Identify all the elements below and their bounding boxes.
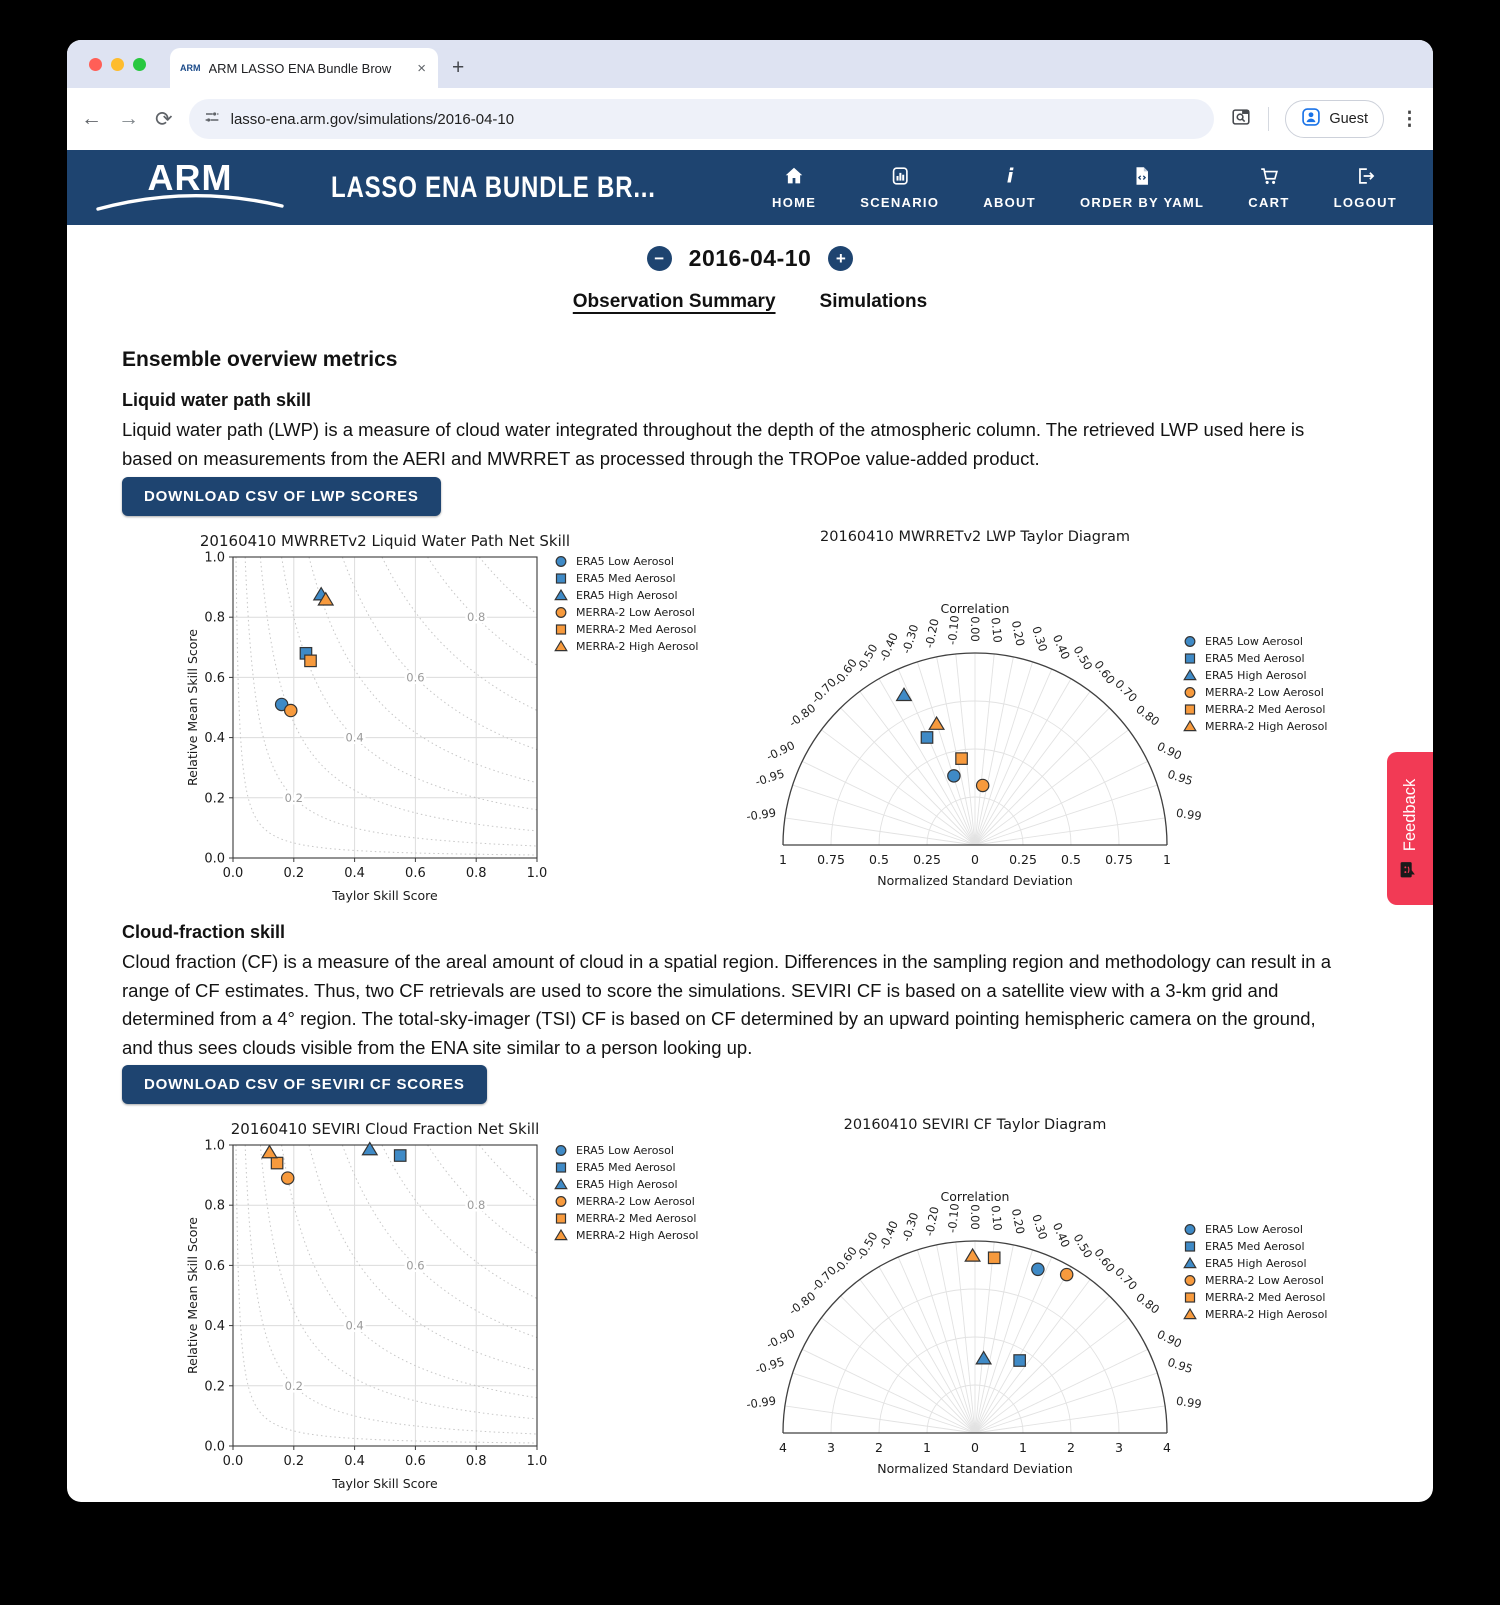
- svg-text:-0.90: -0.90: [764, 1326, 798, 1352]
- circle-marker-icon: [554, 554, 568, 568]
- address-bar[interactable]: [189, 99, 1215, 139]
- nav-items: [772, 165, 1433, 210]
- legend-label: MERRA-2 High Aerosol: [576, 1228, 699, 1242]
- legend-item: [554, 571, 698, 585]
- legend-item: [554, 1228, 698, 1242]
- svg-text:1.0: 1.0: [204, 550, 225, 566]
- svg-text:0.99: 0.99: [1175, 805, 1203, 824]
- svg-text:0.2: 0.2: [283, 1454, 305, 1469]
- legend-item: [554, 605, 698, 619]
- svg-text:0.70: 0.70: [1112, 1264, 1141, 1293]
- legend-item: [1183, 1290, 1327, 1304]
- legend-item: [1183, 1256, 1327, 1270]
- circle-marker-icon: [554, 605, 568, 619]
- svg-text:0.4: 0.4: [204, 731, 225, 747]
- nav-item-home[interactable]: [772, 165, 816, 210]
- cf-taylor-legend: [1183, 1222, 1327, 1321]
- legend-item: [554, 554, 698, 568]
- download-lwp-csv-button[interactable]: DOWNLOAD CSV OF LWP SCORES: [122, 477, 441, 516]
- svg-text:0.95: 0.95: [1165, 766, 1195, 789]
- legend-item: [554, 1194, 698, 1208]
- svg-text:0.4: 0.4: [344, 866, 365, 881]
- svg-text:20160410 MWRRETv2 Liquid Water: 20160410 MWRRETv2 Liquid Water Path Net Skill: [199, 532, 571, 550]
- circle-marker-icon: [1183, 1222, 1197, 1236]
- date-navigation: [67, 245, 1433, 272]
- close-tab-icon[interactable]: ×: [417, 59, 426, 77]
- download-seviri-csv-button[interactable]: DOWNLOAD CSV OF SEVIRI CF SCORES: [122, 1065, 487, 1104]
- svg-text:3: 3: [1115, 1440, 1123, 1455]
- square-marker-icon: [554, 1160, 568, 1174]
- nav-item-label: HOME: [772, 195, 817, 210]
- svg-text:-0.95: -0.95: [753, 766, 787, 789]
- profile-button[interactable]: [1285, 100, 1384, 138]
- toolbar-divider: [1268, 107, 1269, 131]
- svg-text:Relative Mean Skill Score: Relative Mean Skill Score: [185, 629, 200, 786]
- logout-icon: [1354, 165, 1376, 192]
- legend-item: [554, 1177, 698, 1191]
- minimize-window-button[interactable]: [111, 58, 124, 71]
- svg-text:0.0: 0.0: [222, 1454, 244, 1469]
- legend-label: MERRA-2 High Aerosol: [576, 639, 699, 653]
- svg-text:i: i: [1006, 165, 1013, 187]
- svg-text:0.5: 0.5: [869, 852, 889, 867]
- svg-text:1: 1: [779, 852, 787, 867]
- svg-text:0.8: 0.8: [467, 610, 486, 625]
- svg-text:20160410 SEVIRI CF Taylor Diag: 20160410 SEVIRI CF Taylor Diagram: [843, 1117, 1107, 1133]
- svg-text:0.60: 0.60: [1091, 1245, 1118, 1275]
- svg-text:1: 1: [1019, 1440, 1027, 1455]
- svg-text:0.25: 0.25: [1009, 852, 1037, 867]
- svg-text:0.8: 0.8: [465, 1454, 487, 1469]
- legend-item: [554, 1211, 698, 1225]
- arm-logo[interactable]: [95, 156, 285, 213]
- site-navbar: [67, 150, 1433, 225]
- browser-window: [67, 40, 1433, 1502]
- legend-label: ERA5 High Aerosol: [576, 588, 678, 602]
- section-body-cf: Cloud fraction (CF) is a measure of the areal amount of cloud in a spatial region. Differences in the sampling region and methodology can result in a range of CF estimates. Thus, two CF retrievals are used to score the simulations. SEVIRI CF is based on a satellite view with a 3-km grid and determined from a 4° region. The total-sky-imager (TSI) CF is based on CF determined by an upward pointing hemispheric camera on the ground, and thus sees clouds visible from the ENA site similar to a person looking up.: [122, 951, 1331, 1058]
- legend-label: MERRA-2 Low Aerosol: [1205, 1273, 1324, 1287]
- svg-text:Correlation: Correlation: [940, 1189, 1010, 1204]
- svg-text:0.70: 0.70: [1112, 676, 1141, 705]
- new-tab-button[interactable]: +: [452, 56, 465, 79]
- legend-label: ERA5 High Aerosol: [1205, 1256, 1307, 1270]
- back-icon[interactable]: ←: [81, 107, 102, 130]
- legend-item: [554, 1160, 698, 1174]
- svg-text:Taylor Skill Score: Taylor Skill Score: [332, 888, 438, 903]
- svg-text:0.8: 0.8: [204, 610, 225, 626]
- close-window-button[interactable]: [89, 58, 102, 71]
- site-info-icon[interactable]: [203, 108, 221, 131]
- browser-toolbar: [67, 88, 1433, 150]
- svg-text:0.8: 0.8: [204, 1198, 225, 1214]
- nav-item-order-by-yaml[interactable]: [1080, 165, 1204, 210]
- cart-icon: [1258, 165, 1280, 192]
- nav-item-cart[interactable]: [1248, 165, 1289, 210]
- svg-text:-0.10: -0.10: [944, 614, 962, 646]
- svg-text:1.0: 1.0: [526, 866, 548, 881]
- prev-date-button[interactable]: −: [647, 246, 672, 271]
- legend-item: [1183, 702, 1327, 716]
- svg-text:0.4: 0.4: [345, 1318, 364, 1333]
- square-marker-icon: [554, 622, 568, 636]
- nav-item-label: LOGOUT: [1333, 195, 1397, 210]
- browser-menu-icon[interactable]: ⋮: [1400, 108, 1419, 130]
- page-tabs: [67, 291, 1433, 313]
- lwp-taylor-legend: [1183, 634, 1327, 733]
- svg-text:-0.30: -0.30: [899, 622, 922, 656]
- svg-text:0.00: 0.00: [968, 616, 982, 642]
- circle-marker-icon: [1183, 1273, 1197, 1287]
- avatar-icon: [1301, 107, 1321, 131]
- feedback-label: Feedback: [1400, 778, 1419, 851]
- svg-text:0.8: 0.8: [467, 1198, 486, 1213]
- svg-text:-0.40: -0.40: [876, 630, 901, 664]
- svg-text:0.2: 0.2: [283, 866, 305, 881]
- svg-text:0.10: 0.10: [988, 616, 1005, 644]
- svg-text:0.6: 0.6: [406, 1258, 425, 1273]
- home-icon: [783, 165, 805, 192]
- svg-text:0.50: 0.50: [1070, 643, 1096, 673]
- page-tab-observation-summary[interactable]: Observation Summary: [572, 291, 776, 312]
- tab-strip: [67, 40, 1433, 88]
- svg-text:0.5: 0.5: [1061, 852, 1081, 867]
- svg-text:0.0: 0.0: [222, 866, 244, 881]
- triangle-marker-icon: [554, 588, 568, 602]
- scenario-icon: [889, 165, 911, 192]
- legend-item: [1183, 1307, 1327, 1321]
- legend-label: MERRA-2 High Aerosol: [1205, 719, 1328, 733]
- url-text: lasso-ena.arm.gov/simulations/2016-04-10: [230, 110, 515, 128]
- svg-text:-0.10: -0.10: [944, 1202, 962, 1234]
- svg-text:2: 2: [1067, 1440, 1075, 1455]
- svg-text:0.20: 0.20: [1008, 619, 1028, 648]
- svg-text:0.99: 0.99: [1175, 1393, 1203, 1412]
- reload-icon[interactable]: ⟳: [155, 107, 173, 131]
- triangle-marker-icon: [1183, 1307, 1197, 1321]
- svg-text:0.30: 0.30: [1029, 624, 1051, 654]
- svg-text:-0.60: -0.60: [830, 1244, 860, 1277]
- cf-net-skill-legend: [554, 1143, 698, 1242]
- forward-icon[interactable]: →: [118, 107, 139, 130]
- legend-label: ERA5 Med Aerosol: [576, 571, 676, 585]
- svg-text:0.0: 0.0: [204, 1439, 225, 1455]
- svg-text:20160410 SEVIRI Cloud Fraction: 20160410 SEVIRI Cloud Fraction Net Skill: [230, 1120, 540, 1138]
- svg-text:0.90: 0.90: [1154, 1326, 1184, 1351]
- svg-text:0.6: 0.6: [204, 1258, 225, 1274]
- svg-text:1.0: 1.0: [526, 1454, 548, 1469]
- svg-text:4: 4: [779, 1440, 787, 1455]
- svg-text:Correlation: Correlation: [940, 601, 1010, 616]
- legend-label: MERRA-2 Med Aerosol: [576, 1211, 697, 1225]
- legend-label: MERRA-2 High Aerosol: [1205, 1307, 1328, 1321]
- legend-item: [554, 639, 698, 653]
- svg-text:-0.50: -0.50: [853, 1229, 881, 1263]
- svg-text:0.40: 0.40: [1049, 1220, 1073, 1250]
- profile-label: Guest: [1329, 111, 1368, 127]
- svg-text:0.4: 0.4: [345, 730, 364, 745]
- svg-text:0.6: 0.6: [405, 1454, 426, 1469]
- svg-text:0.6: 0.6: [406, 670, 425, 685]
- section-title-cf: Cloud-fraction skill: [122, 922, 286, 942]
- legend-label: ERA5 Med Aerosol: [1205, 651, 1305, 665]
- square-marker-icon: [554, 571, 568, 585]
- svg-text:-0.60: -0.60: [830, 656, 860, 689]
- svg-text:-0.95: -0.95: [753, 1354, 787, 1377]
- svg-text:0.2: 0.2: [284, 1378, 303, 1393]
- svg-text:-0.70: -0.70: [808, 675, 840, 707]
- app-title: LASSO ENA BUNDLE BR...: [331, 170, 656, 204]
- svg-text:3: 3: [827, 1440, 835, 1455]
- svg-text:0.10: 0.10: [988, 1204, 1005, 1232]
- svg-text:0.6: 0.6: [405, 866, 426, 881]
- legend-label: MERRA-2 Low Aerosol: [576, 605, 695, 619]
- triangle-marker-icon: [554, 639, 568, 653]
- svg-text:0.90: 0.90: [1154, 738, 1184, 763]
- triangle-marker-icon: [1183, 719, 1197, 733]
- svg-text:0: 0: [971, 852, 979, 867]
- nav-item-label: ABOUT: [983, 195, 1036, 210]
- svg-text:1: 1: [923, 1440, 931, 1455]
- svg-text:0.0: 0.0: [204, 851, 225, 867]
- triangle-marker-icon: [554, 1228, 568, 1242]
- svg-text:-0.70: -0.70: [808, 1263, 840, 1295]
- lwp-taylor-diagram: [700, 525, 1260, 920]
- circle-marker-icon: [554, 1143, 568, 1157]
- legend-item: [1183, 668, 1327, 682]
- svg-text:Relative Mean Skill Score: Relative Mean Skill Score: [185, 1217, 200, 1374]
- circle-marker-icon: [554, 1194, 568, 1208]
- legend-item: [1183, 685, 1327, 699]
- page-tab-simulations[interactable]: Simulations: [819, 291, 928, 312]
- svg-text:2: 2: [875, 1440, 883, 1455]
- svg-text:Taylor Skill Score: Taylor Skill Score: [332, 1476, 438, 1491]
- legend-item: [1183, 1222, 1327, 1236]
- legend-item: [1183, 719, 1327, 733]
- legend-label: ERA5 Med Aerosol: [1205, 1239, 1305, 1253]
- legend-label: ERA5 Low Aerosol: [1205, 1222, 1303, 1236]
- legend-label: ERA5 Low Aerosol: [576, 554, 674, 568]
- svg-text:0.4: 0.4: [344, 1454, 365, 1469]
- svg-text:0.2: 0.2: [284, 790, 303, 805]
- yaml-file-icon: [1131, 165, 1153, 192]
- svg-text:0.25: 0.25: [913, 852, 941, 867]
- svg-text:0.6: 0.6: [204, 670, 225, 686]
- maximize-window-button[interactable]: [133, 58, 146, 71]
- svg-text:0.80: 0.80: [1133, 702, 1163, 729]
- search-tabs-icon[interactable]: [1230, 106, 1252, 133]
- info-icon: [999, 165, 1021, 192]
- svg-text:Normalized Standard Deviation: Normalized Standard Deviation: [877, 1461, 1073, 1476]
- legend-item: [1183, 1273, 1327, 1287]
- svg-text:-0.90: -0.90: [764, 738, 798, 764]
- svg-text:0.40: 0.40: [1049, 632, 1073, 662]
- svg-text:0.2: 0.2: [204, 791, 225, 807]
- legend-item: [1183, 651, 1327, 665]
- nav-item-label: SCENARIO: [860, 195, 940, 210]
- feedback-button[interactable]: [1387, 752, 1433, 905]
- legend-item: [1183, 1239, 1327, 1253]
- square-marker-icon: [1183, 702, 1197, 716]
- svg-text:-0.80: -0.80: [786, 1288, 819, 1318]
- page-title: Ensemble overview metrics: [122, 348, 398, 371]
- legend-item: [554, 1143, 698, 1157]
- svg-text:0.2: 0.2: [204, 1379, 225, 1395]
- cf-net-skill-chart: [185, 1118, 615, 1502]
- svg-text:0.75: 0.75: [817, 852, 845, 867]
- svg-text:0.00: 0.00: [968, 1204, 982, 1230]
- svg-text:-0.50: -0.50: [853, 641, 881, 675]
- triangle-marker-icon: [1183, 1256, 1197, 1270]
- svg-text:-0.99: -0.99: [745, 1393, 777, 1412]
- legend-label: ERA5 Med Aerosol: [576, 1160, 676, 1174]
- svg-text:4: 4: [1163, 1440, 1171, 1455]
- svg-text:0.8: 0.8: [465, 866, 487, 881]
- cf-taylor-diagram: [700, 1113, 1260, 1502]
- svg-text:0.75: 0.75: [1105, 852, 1133, 867]
- tab-title: ARM LASSO ENA Bundle Brow: [208, 60, 392, 76]
- feedback-chat-icon: [1398, 860, 1422, 879]
- next-date-button[interactable]: +: [828, 246, 853, 271]
- nav-item-label: CART: [1248, 195, 1290, 210]
- square-marker-icon: [554, 1211, 568, 1225]
- circle-marker-icon: [1183, 634, 1197, 648]
- circle-marker-icon: [1183, 685, 1197, 699]
- arm-logo-swoosh: [95, 193, 285, 213]
- triangle-marker-icon: [554, 1177, 568, 1191]
- svg-text:0.80: 0.80: [1133, 1290, 1163, 1317]
- nav-item-logout[interactable]: [1334, 165, 1397, 210]
- svg-text:Normalized Standard Deviation: Normalized Standard Deviation: [877, 873, 1073, 888]
- svg-text:0: 0: [971, 1440, 979, 1455]
- browser-tab[interactable]: [170, 48, 438, 88]
- svg-text:20160410 MWRRETv2 LWP Taylor D: 20160410 MWRRETv2 LWP Taylor Diagram: [820, 529, 1130, 545]
- svg-text:0.4: 0.4: [204, 1319, 225, 1335]
- svg-text:-0.20: -0.20: [921, 1205, 942, 1238]
- square-marker-icon: [1183, 1239, 1197, 1253]
- svg-text:0.50: 0.50: [1070, 1231, 1096, 1261]
- legend-label: ERA5 High Aerosol: [576, 1177, 678, 1191]
- svg-text:-0.20: -0.20: [921, 617, 942, 650]
- svg-text:0.20: 0.20: [1008, 1207, 1028, 1236]
- lwp-net-skill-legend: [554, 554, 698, 653]
- triangle-marker-icon: [1183, 668, 1197, 682]
- legend-label: MERRA-2 Low Aerosol: [576, 1194, 695, 1208]
- svg-text:0.95: 0.95: [1165, 1354, 1195, 1377]
- square-marker-icon: [1183, 651, 1197, 665]
- legend-label: ERA5 High Aerosol: [1205, 668, 1307, 682]
- legend-label: MERRA-2 Med Aerosol: [576, 622, 697, 636]
- legend-item: [1183, 634, 1327, 648]
- legend-item: [554, 622, 698, 636]
- section-body-lwp: Liquid water path (LWP) is a measure of cloud water integrated throughout the depth of the atmospheric column. The retrieved LWP used here is based on measurements from the AERI and MWRRET as processed through the TROPoe value-added product.: [122, 419, 1305, 469]
- arm-logo-text: ARM: [147, 156, 233, 198]
- legend-label: ERA5 Low Aerosol: [576, 1143, 674, 1157]
- legend-label: ERA5 Low Aerosol: [1205, 634, 1303, 648]
- legend-label: MERRA-2 Low Aerosol: [1205, 685, 1324, 699]
- nav-item-about[interactable]: [983, 165, 1036, 210]
- legend-label: MERRA-2 Med Aerosol: [1205, 702, 1326, 716]
- svg-text:1: 1: [1163, 852, 1171, 867]
- nav-item-scenario[interactable]: [860, 165, 939, 210]
- arm-favicon-icon: ARM: [180, 63, 201, 73]
- svg-text:-0.80: -0.80: [786, 700, 819, 730]
- legend-item: [554, 588, 698, 602]
- legend-label: MERRA-2 Med Aerosol: [1205, 1290, 1326, 1304]
- svg-text:0.60: 0.60: [1091, 657, 1118, 687]
- svg-text:-0.30: -0.30: [899, 1210, 922, 1244]
- svg-text:-0.99: -0.99: [745, 805, 777, 824]
- section-title-lwp: Liquid water path skill: [122, 390, 312, 410]
- lwp-net-skill-chart: [185, 530, 615, 930]
- square-marker-icon: [1183, 1290, 1197, 1304]
- current-date: 2016-04-10: [688, 245, 812, 271]
- svg-text:-0.40: -0.40: [876, 1218, 901, 1252]
- svg-text:1.0: 1.0: [204, 1138, 225, 1154]
- svg-text:0.30: 0.30: [1029, 1212, 1051, 1242]
- nav-item-label: ORDER BY YAML: [1079, 195, 1205, 210]
- window-controls[interactable]: [89, 58, 146, 71]
